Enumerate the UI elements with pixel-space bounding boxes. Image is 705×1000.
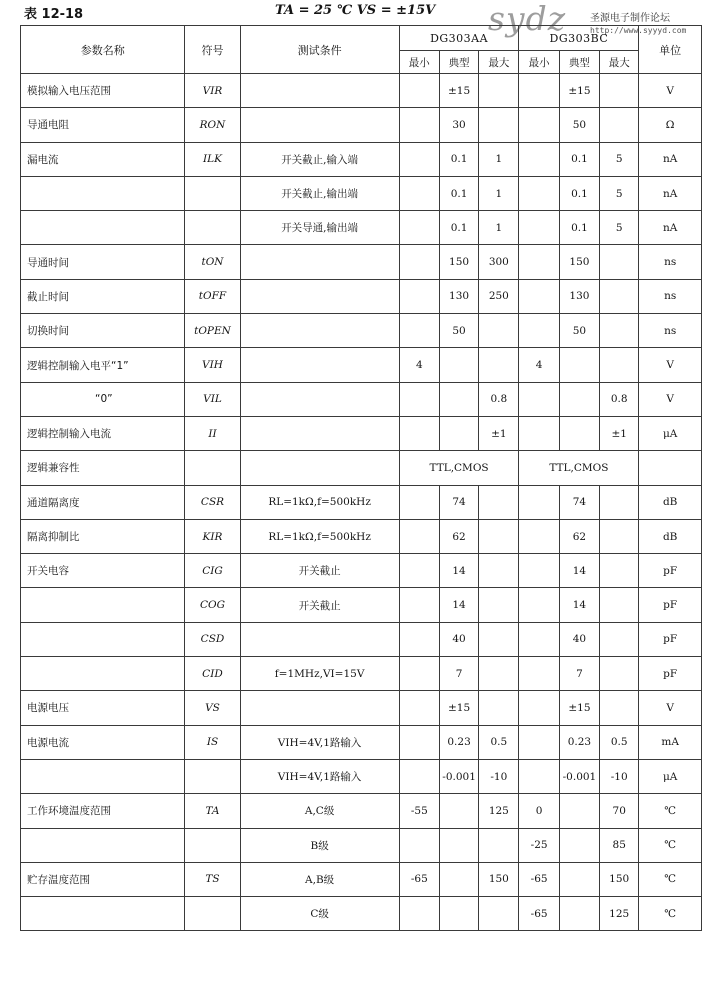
aa-typ-cell [439, 794, 478, 828]
aa-min-cell [399, 279, 439, 313]
aa-max-cell [479, 897, 519, 931]
param-name-cell: 逻辑兼容性 [21, 451, 185, 485]
aa-typ-cell: 0.1 [439, 211, 478, 245]
aa-typ-cell [439, 862, 478, 896]
aa-typ-cell: 14 [439, 588, 478, 622]
table-row [21, 279, 702, 313]
param-name-cell: 模拟输入电压范围 [21, 74, 185, 108]
aa-max-cell [479, 348, 519, 382]
aa-max-cell [479, 108, 519, 142]
unit-cell: dB [639, 519, 702, 553]
bc-max-cell: 5 [600, 176, 639, 210]
bc-min-cell [519, 142, 559, 176]
aa-min-cell [399, 142, 439, 176]
symbol-cell: CSR [185, 485, 240, 519]
bc-min-cell [519, 759, 559, 793]
table-row [21, 451, 702, 485]
aa-min-cell [399, 622, 439, 656]
param-name-cell [21, 657, 185, 691]
unit-cell: V [639, 382, 702, 416]
symbol-cell: VIH [185, 348, 240, 382]
aa-min-cell [399, 657, 439, 691]
condition-cell: VIH=4V,1路输入 [240, 759, 399, 793]
unit-cell: nA [639, 211, 702, 245]
unit-cell [639, 451, 702, 485]
aa-min-cell: -65 [399, 862, 439, 896]
aa-max-cell [479, 74, 519, 108]
bc-typ-cell: 7 [559, 657, 599, 691]
condition-cell: RL=1kΩ,f=500kHz [240, 485, 399, 519]
condition-cell: f=1MHz,VI=15V [240, 657, 399, 691]
unit-cell: V [639, 691, 702, 725]
condition-cell: 开关截止 [240, 588, 399, 622]
aa-min-cell: 4 [399, 348, 439, 382]
header-max: 最大 [479, 51, 519, 74]
aa-min-cell [399, 897, 439, 931]
unit-cell: V [639, 348, 702, 382]
aa-max-cell [479, 314, 519, 348]
param-name-cell [21, 211, 185, 245]
table-row [21, 588, 702, 622]
symbol-cell [185, 211, 240, 245]
bc-max-cell: 0.5 [600, 725, 639, 759]
param-name-cell: 工作环境温度范围 [21, 794, 185, 828]
condition-cell [240, 451, 399, 485]
bc-typ-cell [559, 416, 599, 450]
bc-min-cell: 0 [519, 794, 559, 828]
table-row [21, 657, 702, 691]
condition-cell [240, 314, 399, 348]
watermark-logo: sydz [488, 0, 567, 38]
param-name-cell: 截止时间 [21, 279, 185, 313]
condition-cell: 开关截止,输出端 [240, 176, 399, 210]
param-name-cell: 开关电容 [21, 554, 185, 588]
aa-typ-cell [439, 416, 478, 450]
bc-min-cell [519, 279, 559, 313]
bc-typ-cell: -0.001 [559, 759, 599, 793]
condition-cell: VIH=4V,1路输入 [240, 725, 399, 759]
bc-min-cell [519, 725, 559, 759]
aa-min-cell: -55 [399, 794, 439, 828]
symbol-cell: CIG [185, 554, 240, 588]
condition-cell [240, 416, 399, 450]
bc-min-cell [519, 554, 559, 588]
table-row [21, 245, 702, 279]
param-name-cell [21, 828, 185, 862]
aa-min-cell [399, 725, 439, 759]
bc-min-cell [519, 622, 559, 656]
symbol-cell: ILK [185, 142, 240, 176]
bc-typ-cell: 14 [559, 588, 599, 622]
symbol-cell [185, 897, 240, 931]
aa-typ-cell: 0.1 [439, 142, 478, 176]
unit-cell: pF [639, 554, 702, 588]
unit-cell: ℃ [639, 828, 702, 862]
aa-max-cell [479, 554, 519, 588]
aa-typ-cell: 74 [439, 485, 478, 519]
bc-max-cell [600, 657, 639, 691]
test-conditions: TA = 25 ℃ VS = ±15V [275, 3, 436, 18]
aa-min-cell [399, 416, 439, 450]
param-name-cell: 导通电阻 [21, 108, 185, 142]
symbol-cell: VS [185, 691, 240, 725]
bc-min-cell [519, 485, 559, 519]
aa-min-cell [399, 519, 439, 553]
spec-table [20, 25, 702, 931]
watermark-forum-name: 圣源电子制作论坛 [590, 9, 670, 24]
bc-min-cell [519, 108, 559, 142]
symbol-cell: CSD [185, 622, 240, 656]
bc-max-cell [600, 485, 639, 519]
spec-table-body [21, 74, 702, 931]
aa-typ-cell: 7 [439, 657, 478, 691]
bc-max-cell: 5 [600, 142, 639, 176]
symbol-cell: IS [185, 725, 240, 759]
bc-min-cell [519, 314, 559, 348]
bc-typ-cell: 62 [559, 519, 599, 553]
param-name-cell: 贮存温度范围 [21, 862, 185, 896]
table-row [21, 897, 702, 931]
condition-cell [240, 279, 399, 313]
table-row [21, 828, 702, 862]
aa-min-cell [399, 314, 439, 348]
bc-typ-cell: 50 [559, 108, 599, 142]
param-name-cell: 电源电流 [21, 725, 185, 759]
aa-max-cell: 125 [479, 794, 519, 828]
table-row [21, 691, 702, 725]
bc-max-cell [600, 279, 639, 313]
symbol-cell [185, 451, 240, 485]
bc-max-cell: 150 [600, 862, 639, 896]
header-condition: 测试条件 [240, 26, 399, 74]
table-row [21, 314, 702, 348]
symbol-cell: KIR [185, 519, 240, 553]
condition-cell [240, 108, 399, 142]
bc-max-cell: 0.8 [600, 382, 639, 416]
table-row [21, 862, 702, 896]
param-name-cell [21, 588, 185, 622]
symbol-cell: VIL [185, 382, 240, 416]
condition-cell: 开关导通,输出端 [240, 211, 399, 245]
bc-typ-cell: 50 [559, 314, 599, 348]
table-row [21, 794, 702, 828]
aa-max-cell: 0.8 [479, 382, 519, 416]
aa-typ-cell: 50 [439, 314, 478, 348]
unit-cell: ℃ [639, 862, 702, 896]
bc-min-cell: -65 [519, 897, 559, 931]
symbol-cell: CID [185, 657, 240, 691]
symbol-cell: TS [185, 862, 240, 896]
bc-typ-cell: 0.1 [559, 211, 599, 245]
symbol-cell: COG [185, 588, 240, 622]
symbol-cell: TA [185, 794, 240, 828]
bc-min-cell [519, 245, 559, 279]
aa-typ-cell: 0.23 [439, 725, 478, 759]
aa-max-cell: 1 [479, 211, 519, 245]
bc-max-cell [600, 519, 639, 553]
aa-min-cell [399, 74, 439, 108]
bc-max-cell: 70 [600, 794, 639, 828]
param-name-cell: 隔离抑制比 [21, 519, 185, 553]
condition-cell [240, 74, 399, 108]
aa-min-cell [399, 176, 439, 210]
bc-max-cell [600, 348, 639, 382]
bc-typ-cell [559, 794, 599, 828]
aa-min-cell [399, 554, 439, 588]
aa-max-cell [479, 828, 519, 862]
table-row [21, 108, 702, 142]
bc-typ-cell [559, 897, 599, 931]
aa-max-cell [479, 657, 519, 691]
table-row [21, 554, 702, 588]
param-name-cell: 导通时间 [21, 245, 185, 279]
bc-typ-cell: 130 [559, 279, 599, 313]
unit-cell: ns [639, 279, 702, 313]
param-name-cell: 漏电流 [21, 142, 185, 176]
symbol-cell: RON [185, 108, 240, 142]
table-row [21, 416, 702, 450]
aa-max-cell: 1 [479, 142, 519, 176]
param-name-cell: “0” [21, 382, 185, 416]
aa-max-cell: 1 [479, 176, 519, 210]
bc-max-cell [600, 74, 639, 108]
header-max: 最大 [600, 51, 639, 74]
bc-min-cell [519, 588, 559, 622]
symbol-cell: II [185, 416, 240, 450]
symbol-cell [185, 176, 240, 210]
aa-min-cell [399, 828, 439, 862]
bc-max-cell [600, 108, 639, 142]
condition-cell [240, 348, 399, 382]
unit-cell: ns [639, 314, 702, 348]
aa-max-cell: 150 [479, 862, 519, 896]
unit-cell: dB [639, 485, 702, 519]
condition-cell: B级 [240, 828, 399, 862]
condition-cell [240, 245, 399, 279]
bc-min-cell: -65 [519, 862, 559, 896]
aa-min-cell [399, 382, 439, 416]
unit-cell: mA [639, 725, 702, 759]
bc-max-cell [600, 314, 639, 348]
condition-cell: A,C级 [240, 794, 399, 828]
bc-min-cell [519, 74, 559, 108]
header-typ: 典型 [439, 51, 478, 74]
aa-max-cell [479, 622, 519, 656]
header-min: 最小 [399, 51, 439, 74]
aa-typ-cell: 40 [439, 622, 478, 656]
aa-min-cell [399, 108, 439, 142]
aa-max-cell: 300 [479, 245, 519, 279]
symbol-cell: tOPEN [185, 314, 240, 348]
unit-cell: Ω [639, 108, 702, 142]
aa-typ-cell: 150 [439, 245, 478, 279]
bc-min-cell [519, 416, 559, 450]
symbol-cell [185, 828, 240, 862]
bc-min-cell: 4 [519, 348, 559, 382]
header-typ: 典型 [559, 51, 599, 74]
aa-max-cell [479, 485, 519, 519]
param-name-cell [21, 759, 185, 793]
bc-typ-cell [559, 348, 599, 382]
symbol-cell: VIR [185, 74, 240, 108]
header-unit: 单位 [639, 26, 702, 74]
aa-typ-cell: 0.1 [439, 176, 478, 210]
bc-min-cell [519, 657, 559, 691]
bc-max-cell [600, 691, 639, 725]
aa-min-cell [399, 691, 439, 725]
unit-cell: nA [639, 142, 702, 176]
bc-min-cell [519, 691, 559, 725]
param-name-cell [21, 897, 185, 931]
watermark-url: http://www.syyyd.com [590, 26, 687, 35]
bc-min-cell [519, 519, 559, 553]
table-row [21, 348, 702, 382]
table-row [21, 211, 702, 245]
unit-cell: μA [639, 759, 702, 793]
aa-max-cell [479, 691, 519, 725]
aa-typ-cell: -0.001 [439, 759, 478, 793]
param-name-cell: 切换时间 [21, 314, 185, 348]
condition-cell [240, 382, 399, 416]
aa-min-cell [399, 588, 439, 622]
bc-typ-cell: 0.23 [559, 725, 599, 759]
aa-typ-cell: 62 [439, 519, 478, 553]
aa-typ-cell [439, 382, 478, 416]
table-row [21, 485, 702, 519]
unit-cell: ns [639, 245, 702, 279]
bc-max-cell: 5 [600, 211, 639, 245]
unit-cell: nA [639, 176, 702, 210]
param-name-cell [21, 622, 185, 656]
bc-min-cell [519, 382, 559, 416]
table-title: 表 12-18 [24, 7, 84, 22]
bc-typ-cell [559, 382, 599, 416]
param-name-cell: 通道隔离度 [21, 485, 185, 519]
aa-min-cell [399, 245, 439, 279]
table-row [21, 382, 702, 416]
bc-max-cell: 125 [600, 897, 639, 931]
bc-max-cell [600, 622, 639, 656]
table-row [21, 519, 702, 553]
symbol-cell [185, 759, 240, 793]
aa-max-cell: -10 [479, 759, 519, 793]
bc-typ-cell: ±15 [559, 74, 599, 108]
bc-typ-cell: 0.1 [559, 142, 599, 176]
table-row [21, 142, 702, 176]
bc-typ-cell: 14 [559, 554, 599, 588]
table-row [21, 74, 702, 108]
aa-min-cell [399, 759, 439, 793]
bc-min-cell: -25 [519, 828, 559, 862]
aa-typ-cell [439, 897, 478, 931]
aa-max-cell: 250 [479, 279, 519, 313]
table-row [21, 176, 702, 210]
aa-typ-cell: 30 [439, 108, 478, 142]
unit-cell: pF [639, 657, 702, 691]
aa-max-cell: 0.5 [479, 725, 519, 759]
table-row [21, 725, 702, 759]
bc-max-cell [600, 245, 639, 279]
aa-typ-cell [439, 828, 478, 862]
bc-max-cell [600, 588, 639, 622]
header-param: 参数名称 [21, 26, 185, 74]
condition-cell: C级 [240, 897, 399, 931]
aa-typ-cell [439, 348, 478, 382]
condition-cell: A,B级 [240, 862, 399, 896]
bc-typ-cell [559, 862, 599, 896]
bc-typ-cell: ±15 [559, 691, 599, 725]
table-row [21, 622, 702, 656]
compat-dg303bc-cell: TTL,CMOS [519, 451, 639, 485]
aa-typ-cell: ±15 [439, 691, 478, 725]
bc-max-cell [600, 554, 639, 588]
param-name-cell: 逻辑控制输入电流 [21, 416, 185, 450]
bc-typ-cell: 150 [559, 245, 599, 279]
header-min: 最小 [519, 51, 559, 74]
bc-typ-cell: 0.1 [559, 176, 599, 210]
aa-typ-cell: 14 [439, 554, 478, 588]
aa-max-cell [479, 588, 519, 622]
bc-max-cell: ±1 [600, 416, 639, 450]
header-symbol: 符号 [185, 26, 240, 74]
aa-typ-cell: 130 [439, 279, 478, 313]
param-name-cell: 逻辑控制输入电平“1” [21, 348, 185, 382]
unit-cell: V [639, 74, 702, 108]
header-group-dg303bc: DG303BC [519, 26, 639, 51]
aa-max-cell: ±1 [479, 416, 519, 450]
unit-cell: pF [639, 588, 702, 622]
bc-typ-cell: 40 [559, 622, 599, 656]
condition-cell: RL=1kΩ,f=500kHz [240, 519, 399, 553]
header-group-dg303aa: DG303AA [399, 26, 519, 51]
condition-cell: 开关截止,输入端 [240, 142, 399, 176]
table-row [21, 759, 702, 793]
compat-dg303aa-cell: TTL,CMOS [399, 451, 519, 485]
bc-max-cell: -10 [600, 759, 639, 793]
aa-min-cell [399, 485, 439, 519]
bc-typ-cell [559, 828, 599, 862]
unit-cell: μA [639, 416, 702, 450]
symbol-cell: tON [185, 245, 240, 279]
bc-max-cell: 85 [600, 828, 639, 862]
unit-cell: ℃ [639, 794, 702, 828]
aa-min-cell [399, 211, 439, 245]
condition-cell [240, 691, 399, 725]
condition-cell [240, 622, 399, 656]
bc-typ-cell: 74 [559, 485, 599, 519]
bc-min-cell [519, 211, 559, 245]
unit-cell: pF [639, 622, 702, 656]
param-name-cell: 电源电压 [21, 691, 185, 725]
symbol-cell: tOFF [185, 279, 240, 313]
aa-max-cell [479, 519, 519, 553]
aa-typ-cell: ±15 [439, 74, 478, 108]
unit-cell: ℃ [639, 897, 702, 931]
condition-cell: 开关截止 [240, 554, 399, 588]
param-name-cell [21, 176, 185, 210]
bc-min-cell [519, 176, 559, 210]
